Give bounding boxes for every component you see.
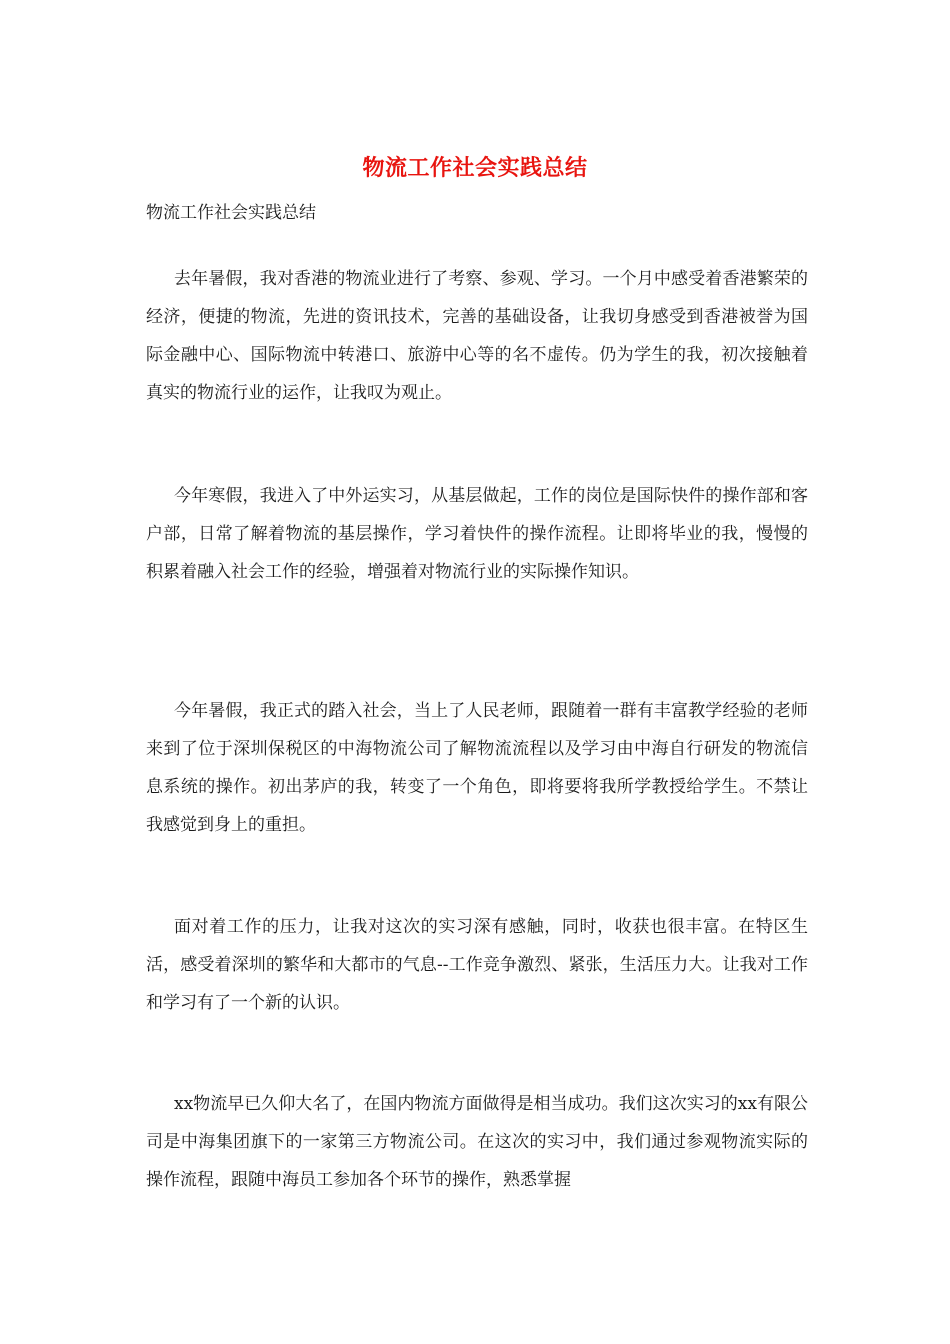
- document-title: 物流工作社会实践总结: [362, 155, 588, 181]
- paragraph-2: 今年寒假，我进入了中外运实习，从基层做起，工作的岗位是国际快件的操作部和客户部，日常了解着物流的基层操作，学习着快件的操作流程。让即将毕业的我，慢慢的积累着融入社会工作的经验，增强着对物流行业的实际操作知识。: [146, 486, 808, 582]
- paragraph-1: 去年暑假，我对香港的物流业进行了考察、参观、学习。一个月中感受着香港繁荣的经济，便捷的物流，先进的资讯技术，完善的基础设备，让我切身感受到香港被誉为国际金融中心、国际物流中转港口、旅游中心等的名不虚传。仍为学生的我，初次接触着真实的物流行业的运作，让我叹为观止。: [146, 269, 808, 403]
- paragraph-5: xx物流早已久仰大名了，在国内物流方面做得是相当成功。我们这次实习的xx有限公司是中海集团旗下的一家第三方物流公司。在这次的实习中，我们通过参观物流实际的操作流程，跟随中海员工参加各个环节的操作，熟悉掌握: [146, 1094, 808, 1190]
- document-subtitle: 物流工作社会实践总结: [146, 203, 316, 223]
- paragraph-4: 面对着工作的压力，让我对这次的实习深有感触，同时，收获也很丰富。在特区生活，感受着深圳的繁华和大都市的气息--工作竞争激烈、紧张，生活压力大。让我对工作和学习有了一个新的认识。: [146, 917, 808, 1013]
- paragraph-3: 今年暑假，我正式的踏入社会，当上了人民老师，跟随着一群有丰富教学经验的老师来到了位于深圳保税区的中海物流公司了解物流流程以及学习由中海自行研发的物流信息系统的操作。初出茅庐的我，转变了一个角色，即将要将我所学教授给学生。不禁让我感觉到身上的重担。: [146, 701, 808, 835]
